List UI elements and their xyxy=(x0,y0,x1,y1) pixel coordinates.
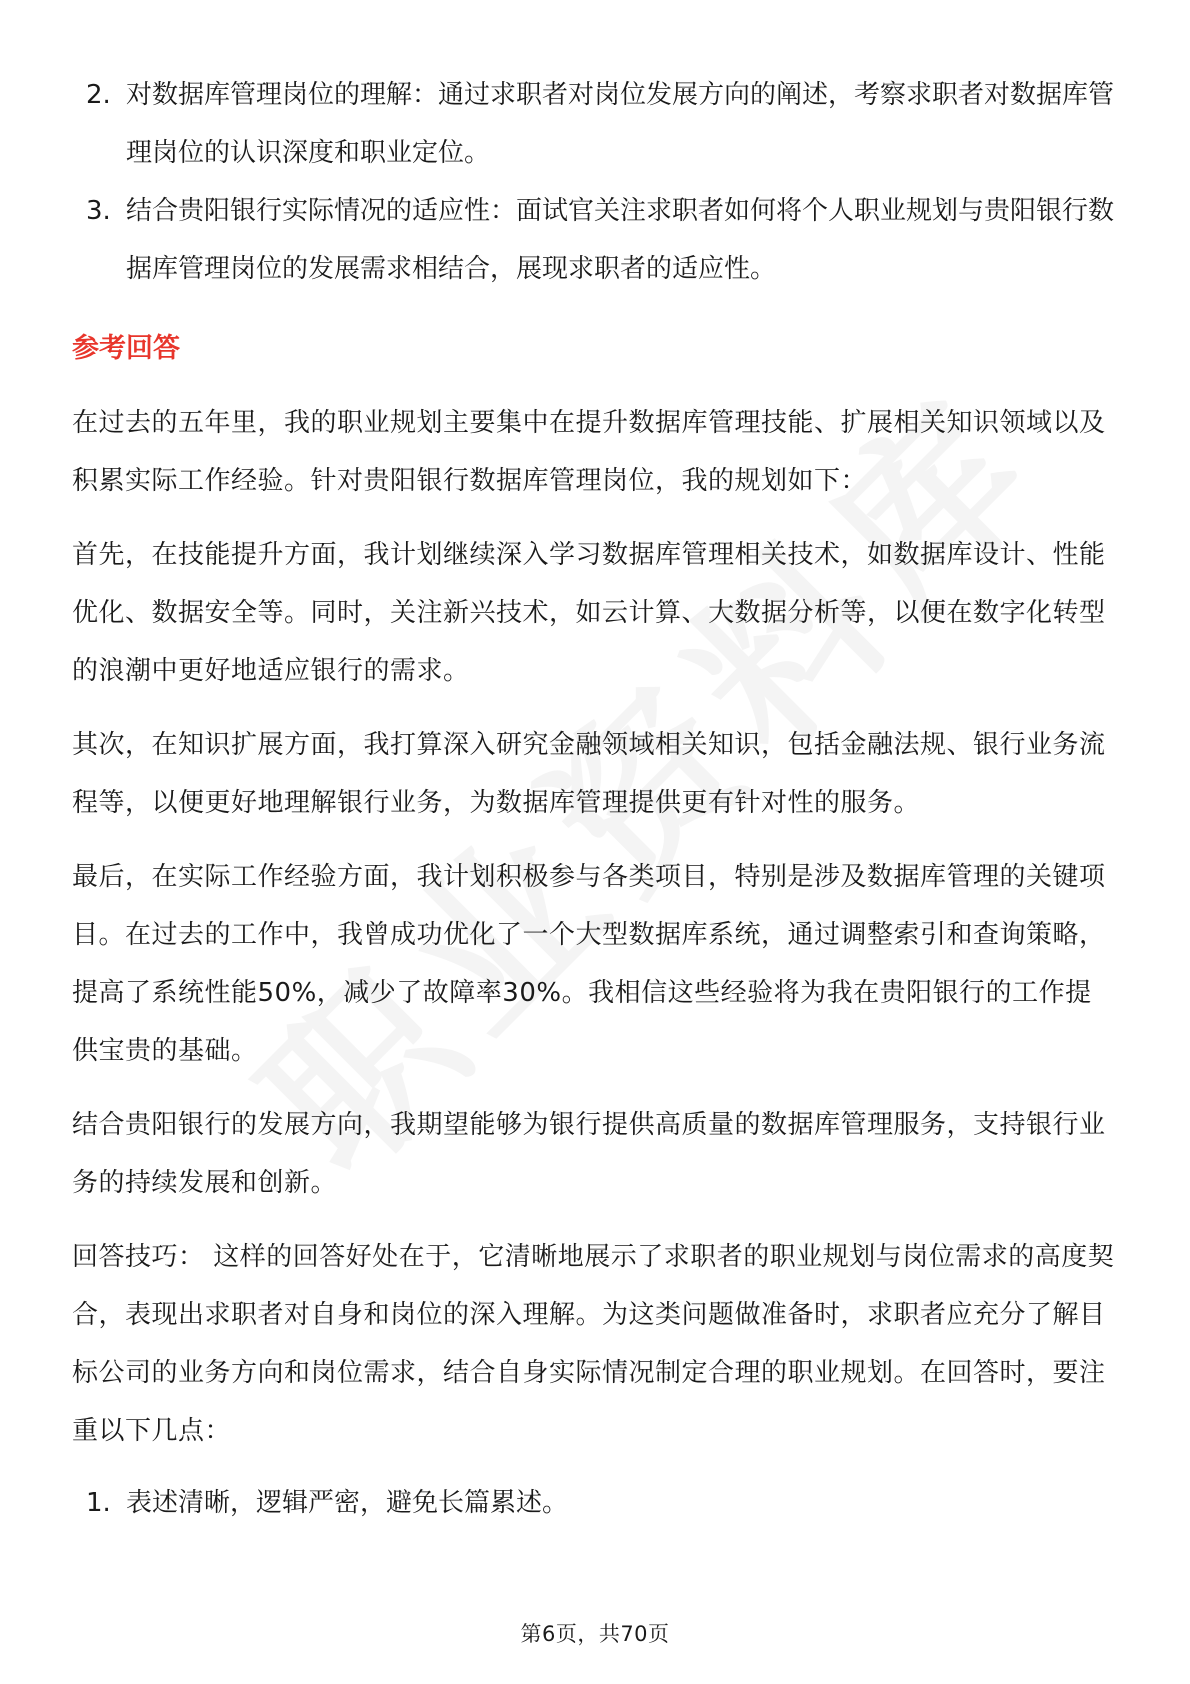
list-item xyxy=(72,1474,1118,1532)
paragraph: 回答技巧： 这样的回答好处在于，它清晰地展示了求职者的职业规划与岗位需求的高度契合，表现出求职者对自身和岗位的深入理解。为这类问题做准备时，求职者应充分了解目标公司的业务方向和岗位需求，结合自身实际情况制定合理的职业规划。在回答时，要注重以下几点： xyxy=(72,1242,1115,1446)
paragraph: 结合贵阳银行的发展方向，我期望能够为银行提供高质量的数据库管理服务，支持银行业务的持续发展和创新。 xyxy=(72,1110,1106,1198)
list-item xyxy=(72,66,1118,182)
list-item xyxy=(72,182,1118,298)
criteria-list xyxy=(72,66,1118,298)
paragraph: 在过去的五年里，我的职业规划主要集中在提升数据库管理技能、扩展相关知识领域以及积累实际工作经验。针对贵阳银行数据库管理岗位，我的规划如下： xyxy=(72,408,1106,496)
page-footer: 第6页，共70页 xyxy=(520,1622,670,1646)
list-item-text: 表述清晰，逻辑严密，避免长篇累述。 xyxy=(126,1488,569,1518)
paragraph: 最后，在实际工作经验方面，我计划积极参与各类项目，特别是涉及数据库管理的关键项目。在过去的工作中，我曾成功优化了一个大型数据库系统，通过调整索引和查询策略，提高了系统性能50%，减少了故障率30%。我相信这些经验将为我在贵阳银行的工作提供宝贵的基础。 xyxy=(72,862,1106,1066)
tips-list xyxy=(72,1474,1118,1532)
paragraph: 其次，在知识扩展方面，我打算深入研究金融领域相关知识，包括金融法规、银行业务流程等，以便更好地理解银行业务，为数据库管理提供更有针对性的服务。 xyxy=(72,730,1106,818)
page-content xyxy=(72,66,1118,1532)
list-item-text: 结合贵阳银行实际情况的适应性：面试官关注求职者如何将个人职业规划与贵阳银行数据库管理岗位的发展需求相结合，展现求职者的适应性。 xyxy=(126,196,1115,284)
list-item-number: 1. xyxy=(86,1488,111,1518)
list-item-number: 3. xyxy=(86,196,111,226)
list-item-text: 对数据库管理岗位的理解：通过求职者对岗位发展方向的阐述，考察求职者对数据库管理岗位的认识深度和职业定位。 xyxy=(126,80,1115,168)
paragraph: 首先，在技能提升方面，我计划继续深入学习数据库管理相关技术，如数据库设计、性能优化、数据安全等。同时，关注新兴技术，如云计算、大数据分析等，以便在数字化转型的浪潮中更好地适应银行的需求。 xyxy=(72,540,1106,686)
list-item-number: 2. xyxy=(86,80,111,110)
section-heading: 参考回答 xyxy=(72,333,180,364)
